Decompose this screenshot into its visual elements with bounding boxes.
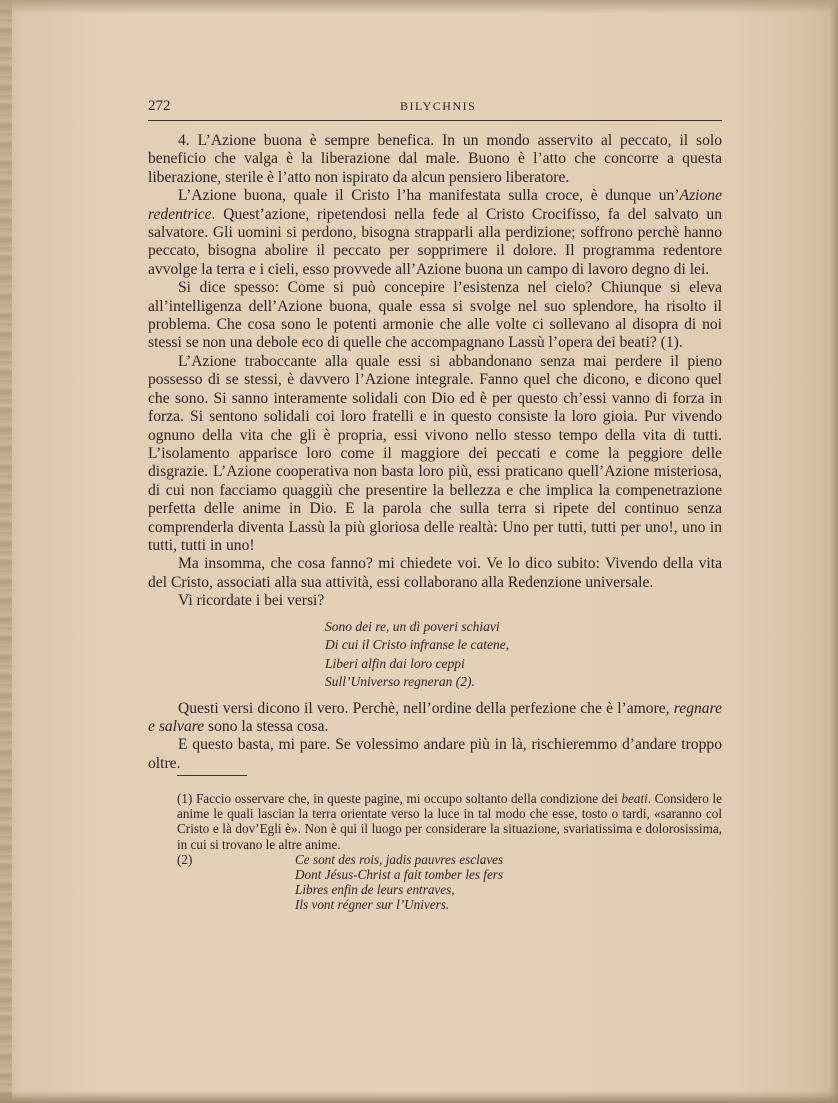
italic-term: beati <box>621 791 648 806</box>
running-header <box>148 96 722 121</box>
paragraph-text: sono la stessa cosa. <box>204 717 329 735</box>
footnote-text: . Considero le anime le quali lascian la terra orientate verso la luce in tal modo che esse, tosto o tardi, «saranno col Cristo e là dov’Egli è». Non è qui il luogo per considerare la situazione, svariatissima e dolorosissima, in cui si trovano le altre anime. <box>177 791 722 852</box>
paragraph-text: . Quest’azione, ripetendosi nella fede al Cristo Crocifisso, fa del salvato un salvatore. Gli uomini si perdono, bisogna strapparli alla perdizione; soffrono perchè hanno peccato, bisogna abolire il peccato per sopprimere il dolore. Il programma redentore avvolge la terra e i cieli, esso provvede all’Azione buona un campo di lavoro degno di lei. <box>148 205 722 278</box>
running-title: BILYCHNIS <box>400 99 477 113</box>
verse-line: Liberi alfin dai loro ceppi <box>325 655 465 671</box>
footnote-marker: (2) <box>177 851 193 867</box>
paragraph <box>148 187 722 279</box>
footnote-2 <box>177 852 722 913</box>
main-text <box>148 132 722 773</box>
paragraph: Si dice spesso: Come si può concepire l’esistenza nel cielo? Chiunque si eleva all’intelligenza dell’Azione buona, quale essa si svolge nel suo splendore, ha risolto il problema. Che cosa sono le potenti armonie che alle volte ci sollevano al disopra di noi stessi se non una debole eco di quelle che accompagnano Lassù l’opera dei beati? (1). <box>148 279 722 352</box>
italic-term: regnare e salvare <box>148 699 722 735</box>
footnote-1 <box>177 791 722 852</box>
page-left-edge <box>0 0 12 1103</box>
footnote-text: (1) Faccio osservare che, in queste pagine, mi occupo soltanto della condizione dei <box>177 791 622 806</box>
quoted-verse <box>325 618 722 692</box>
footnotes <box>177 791 722 913</box>
page-right-edge <box>830 0 838 1103</box>
verse-line: Ils vont régner sur l’Univers. <box>295 897 450 913</box>
verse-line: Sull’Universo regneran (2). <box>325 674 475 690</box>
verse-line: Ce sont des rois, jadis pauvres esclaves <box>295 851 504 867</box>
paragraph: 4. L’Azione buona è sempre benefica. In un mondo asservito al peccato, il solo beneficio che valga è la liberazione dal male. Buono è l’atto che concorre a questa liberazione, sterile è l’atto non ispirato da alcun pensiero liberatore. <box>148 132 722 186</box>
page-number: 272 <box>148 98 171 114</box>
french-verse <box>295 852 722 913</box>
verse-line: Sono dei re, un dì poveri schiavi <box>325 618 500 634</box>
italic-term: Azione redentrice <box>148 187 722 223</box>
page-bottom-edge <box>0 1091 838 1103</box>
paragraph: E questo basta, mi pare. Se volessimo andare più in là, rischieremmo d’andare troppo oltre. <box>148 736 722 772</box>
verse-line: Dont Jésus-Christ a fait tomber les fers <box>295 867 504 883</box>
paragraph <box>148 700 722 737</box>
paragraph-text: L’Azione buona, quale il Cristo l’ha manifestata sulla croce, è dunque un’ <box>178 187 680 205</box>
paragraph: Vi ricordate i bei versi? <box>178 592 325 610</box>
verse-line: Di cui il Cristo infranse le catene, <box>325 637 510 653</box>
page-top-edge <box>0 0 838 14</box>
paragraph-text: Questi versi dicono il vero. Perchè, nell’ordine della perfezione che è l’amore, <box>178 699 674 717</box>
paragraph: Ma insomma, che cosa fanno? mi chiedete voi. Ve lo dico subito: Vivendo della vita del Cristo, associati alla sua attività, essi collaborano alla Redenzione universale. <box>148 555 722 591</box>
paragraph: L’Azione traboccante alla quale essi si abbandonano senza mai perdere il pieno possesso di se stessi, è davvero l’Azione integrale. Fanno quel che dicono, e dicono quel che sono. Si sanno interamente solidali con Dio ed è per questo ch’essi vanno di forza in forza. Si sentono solidali coi loro fratelli e in questo consiste la loro gioia. Pur vivendo ognuno della vita che gli è propria, essi vivono nello stesso tempo della vita di tutti. L’isolamento apparisce loro come il maggiore dei peccati e come la peggiore delle disgrazie. L’Azione cooperativa non basta loro più, essi praticano quell’Azione misteriosa, di cui non facciamo quaggiù che presentire la bellezza e che implica la compenetrazione perfetta delle anime in Dio. E la parola che sulla terra si ripete del continuo senza comprenderla diventa Lassù la più gloriosa delle realtà: Uno per tutti, tutti per uno!, uno in tutti, tutti in uno! <box>148 352 722 554</box>
footnote-rule <box>177 775 247 776</box>
verse-line: Libres enfin de leurs entraves, <box>295 882 455 898</box>
